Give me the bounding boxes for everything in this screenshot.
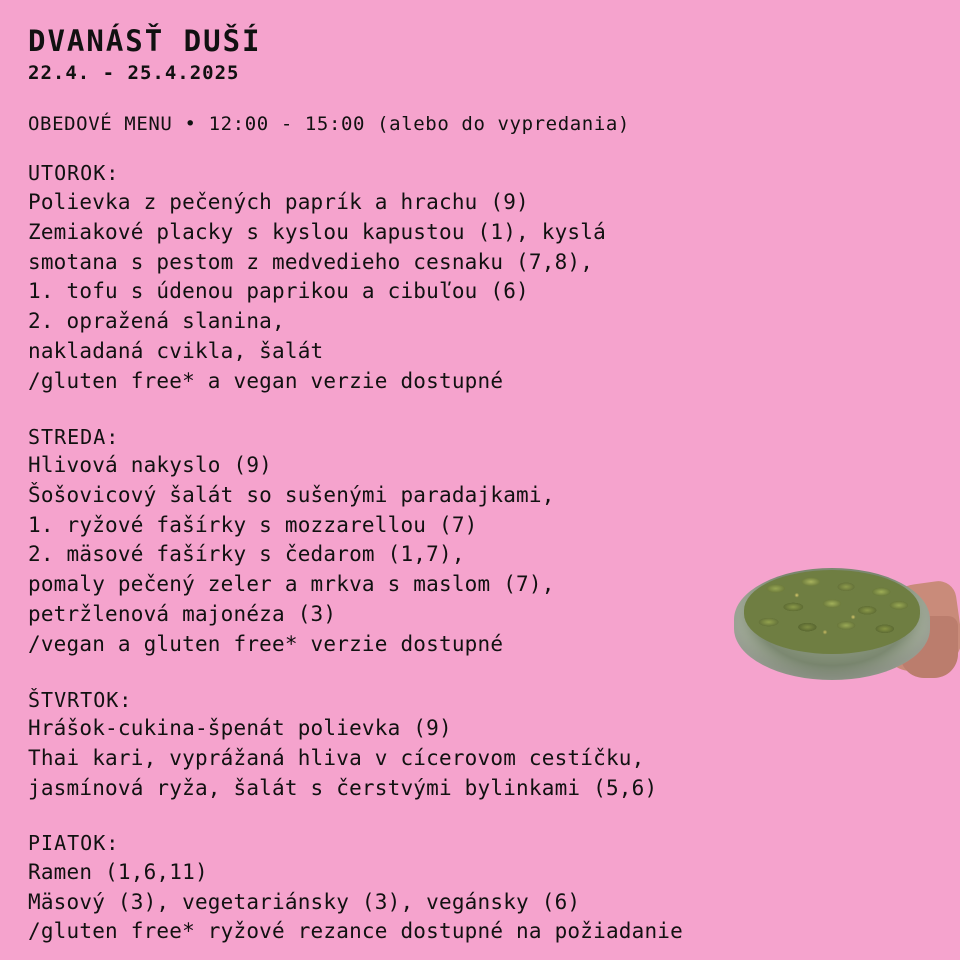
day-line: Šošovicový šalát so sušenými paradajkami, <box>28 482 555 507</box>
day-name: UTOROK: <box>28 161 120 186</box>
day-line: 2. mäsové fašírky s čedarom (1,7), <box>28 542 465 567</box>
day-line: Ramen (1,6,11) <box>28 859 208 884</box>
day-note: /gluten free* a vegan verzie dostupné <box>28 368 504 393</box>
day-line: Thai kari, vyprážaná hliva v cícerovom cestíčku, <box>28 745 645 770</box>
day-line: Mäsový (3), vegetariánsky (3), vegánsky (6) <box>28 889 581 914</box>
pickles-bowl-photo <box>722 560 960 720</box>
day-line: 2. opražená slanina, <box>28 309 285 334</box>
day-block-utorok <box>28 159 932 396</box>
day-line: 1. tofu s údenou paprikou a cibuľou (6) <box>28 279 529 304</box>
day-line: smotana s pestom z medvedieho cesnaku (7,8), <box>28 249 594 274</box>
day-line: Polievka z pečených paprík a hrachu (9) <box>28 189 529 214</box>
day-line: nakladaná cvikla, šalát <box>28 338 324 363</box>
day-line: 1. ryžové fašírky s mozzarellou (7) <box>28 512 478 537</box>
day-line: jasmínová ryža, šalát s čerstvými bylinkami (5,6) <box>28 775 658 800</box>
day-name: STREDA: <box>28 424 120 449</box>
date-range: 22.4. - 25.4.2025 <box>28 61 240 84</box>
menu-subheader: OBEDOVÉ MENU • 12:00 - 15:00 (alebo do vypredania) <box>28 112 630 135</box>
day-line: pomaly pečený zeler a mrkva s maslom (7), <box>28 572 555 597</box>
day-name: PIATOK: <box>28 831 120 856</box>
day-note: /vegan a gluten free* verzie dostupné <box>28 631 504 656</box>
pickles-shape <box>744 570 920 654</box>
day-name: ŠTVRTOK: <box>28 687 133 712</box>
page-title: DVANÁSŤ DUŠÍ <box>28 24 262 58</box>
day-line: petržlenová majonéza (3) <box>28 602 337 627</box>
day-block-piatok <box>28 829 932 947</box>
day-line: Zemiakové placky s kyslou kapustou (1), kyslá <box>28 219 606 244</box>
day-line: Hrášok-cukina-špenát polievka (9) <box>28 716 452 741</box>
day-line: Hlivová nakyslo (9) <box>28 452 273 477</box>
day-note: /gluten free* ryžové rezance dostupné na požiadanie <box>28 919 683 944</box>
